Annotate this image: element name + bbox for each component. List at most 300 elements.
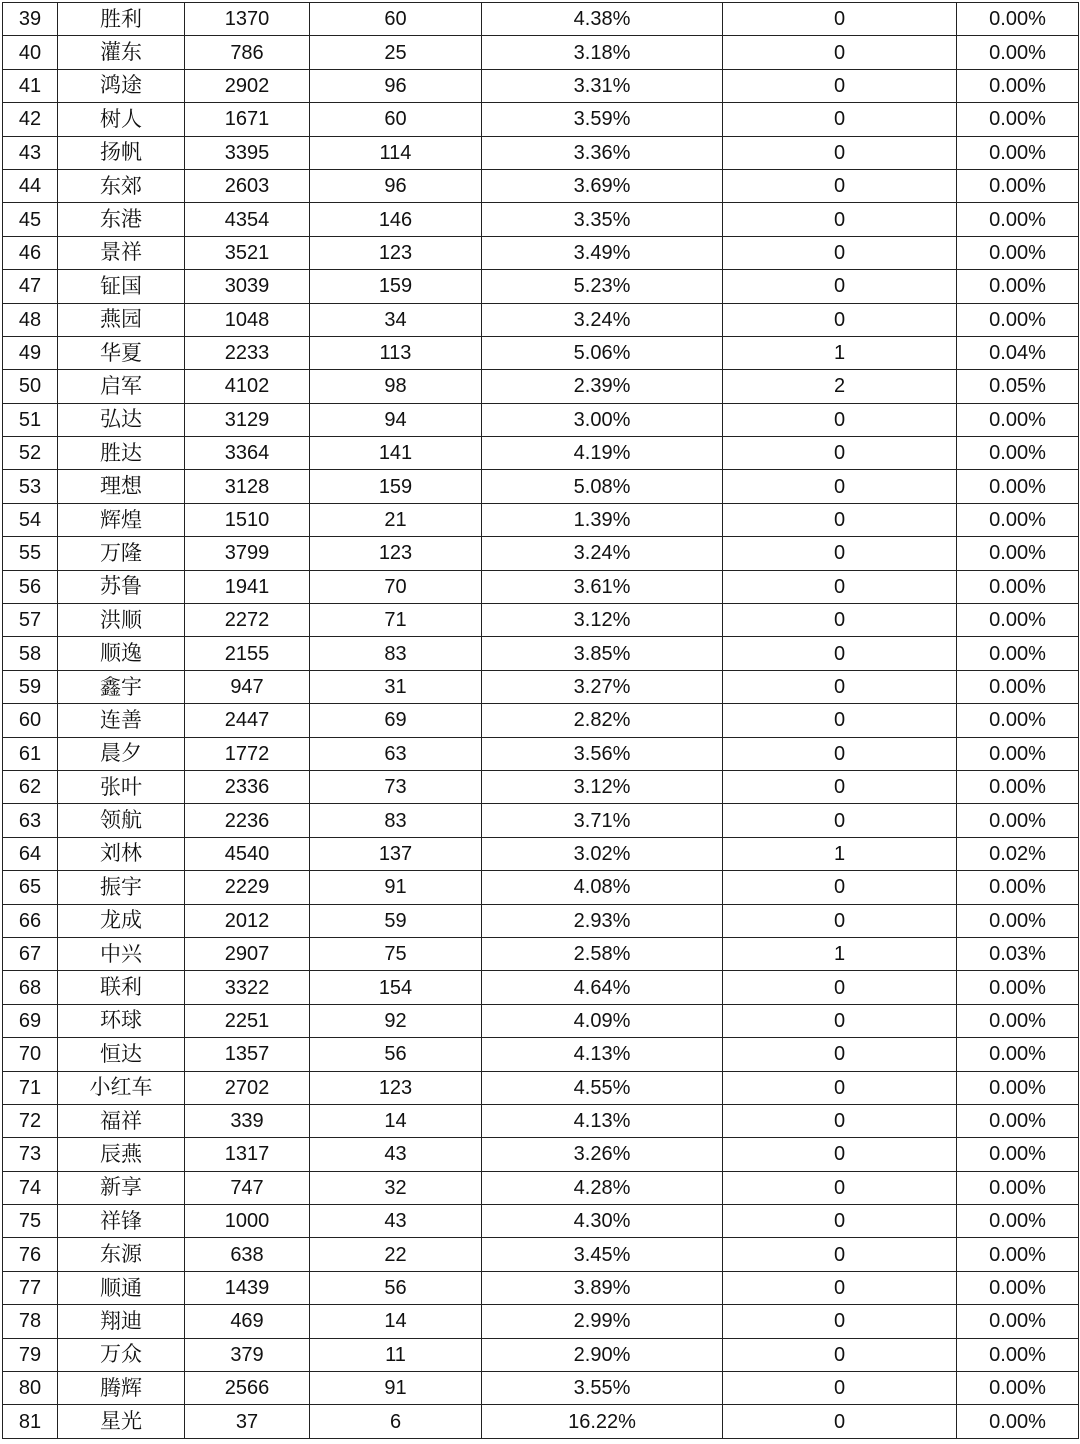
cell-count-b: 0 bbox=[723, 1405, 957, 1438]
cell-school-name: 联利 bbox=[58, 971, 185, 1004]
cell-count-b: 0 bbox=[723, 403, 957, 436]
table-row bbox=[3, 737, 1079, 770]
table-row bbox=[3, 169, 1079, 202]
table-row bbox=[3, 1104, 1079, 1137]
table-row bbox=[3, 1372, 1079, 1405]
cell-rate-b: 0.00% bbox=[957, 637, 1079, 670]
cell-rate-a: 3.26% bbox=[482, 1138, 723, 1171]
cell-rate-a: 4.30% bbox=[482, 1205, 723, 1238]
cell-count-b: 0 bbox=[723, 570, 957, 603]
cell-school-name: 东源 bbox=[58, 1238, 185, 1271]
cell-school-name: 景祥 bbox=[58, 236, 185, 269]
cell-rate-a: 4.38% bbox=[482, 3, 723, 36]
cell-school-name: 万隆 bbox=[58, 537, 185, 570]
data-table bbox=[2, 2, 1079, 1439]
cell-count-a: 114 bbox=[310, 136, 482, 169]
data-table-container bbox=[2, 2, 1078, 1439]
cell-count-a: 43 bbox=[310, 1138, 482, 1171]
cell-rate-a: 3.71% bbox=[482, 804, 723, 837]
cell-count-b: 0 bbox=[723, 537, 957, 570]
table-row bbox=[3, 1171, 1079, 1204]
cell-total-count: 638 bbox=[185, 1238, 310, 1271]
cell-count-a: 11 bbox=[310, 1338, 482, 1371]
cell-count-b: 0 bbox=[723, 103, 957, 136]
table-row bbox=[3, 69, 1079, 102]
cell-total-count: 1370 bbox=[185, 3, 310, 36]
cell-school-name: 中兴 bbox=[58, 937, 185, 970]
cell-count-a: 14 bbox=[310, 1305, 482, 1338]
cell-row-number: 72 bbox=[3, 1104, 58, 1137]
cell-school-name: 顺逸 bbox=[58, 637, 185, 670]
cell-count-a: 75 bbox=[310, 937, 482, 970]
cell-rate-a: 2.58% bbox=[482, 937, 723, 970]
cell-count-a: 60 bbox=[310, 3, 482, 36]
cell-rate-b: 0.00% bbox=[957, 169, 1079, 202]
cell-rate-b: 0.00% bbox=[957, 270, 1079, 303]
cell-rate-b: 0.00% bbox=[957, 403, 1079, 436]
cell-rate-a: 3.89% bbox=[482, 1271, 723, 1304]
cell-total-count: 469 bbox=[185, 1305, 310, 1338]
table-row bbox=[3, 1071, 1079, 1104]
cell-total-count: 2229 bbox=[185, 871, 310, 904]
cell-rate-a: 3.02% bbox=[482, 837, 723, 870]
cell-rate-b: 0.02% bbox=[957, 837, 1079, 870]
cell-row-number: 70 bbox=[3, 1038, 58, 1071]
table-row bbox=[3, 3, 1079, 36]
cell-row-number: 63 bbox=[3, 804, 58, 837]
table-row bbox=[3, 537, 1079, 570]
cell-rate-b: 0.00% bbox=[957, 36, 1079, 69]
cell-count-a: 71 bbox=[310, 604, 482, 637]
cell-count-a: 154 bbox=[310, 971, 482, 1004]
cell-rate-a: 3.24% bbox=[482, 537, 723, 570]
cell-row-number: 54 bbox=[3, 503, 58, 536]
cell-rate-b: 0.00% bbox=[957, 670, 1079, 703]
cell-school-name: 启军 bbox=[58, 370, 185, 403]
cell-rate-a: 2.82% bbox=[482, 704, 723, 737]
cell-total-count: 2907 bbox=[185, 937, 310, 970]
cell-count-a: 14 bbox=[310, 1104, 482, 1137]
cell-school-name: 连善 bbox=[58, 704, 185, 737]
cell-rate-a: 16.22% bbox=[482, 1405, 723, 1438]
cell-row-number: 69 bbox=[3, 1004, 58, 1037]
cell-rate-b: 0.00% bbox=[957, 1171, 1079, 1204]
cell-rate-a: 3.31% bbox=[482, 69, 723, 102]
cell-school-name: 小红车 bbox=[58, 1071, 185, 1104]
cell-school-name: 苏鲁 bbox=[58, 570, 185, 603]
cell-rate-a: 2.99% bbox=[482, 1305, 723, 1338]
cell-count-a: 91 bbox=[310, 871, 482, 904]
table-row bbox=[3, 837, 1079, 870]
table-row bbox=[3, 871, 1079, 904]
cell-count-a: 94 bbox=[310, 403, 482, 436]
table-row bbox=[3, 270, 1079, 303]
cell-total-count: 1000 bbox=[185, 1205, 310, 1238]
cell-count-a: 31 bbox=[310, 670, 482, 703]
cell-rate-b: 0.00% bbox=[957, 203, 1079, 236]
cell-rate-b: 0.00% bbox=[957, 1104, 1079, 1137]
cell-school-name: 胜达 bbox=[58, 437, 185, 470]
cell-row-number: 46 bbox=[3, 236, 58, 269]
cell-rate-b: 0.00% bbox=[957, 136, 1079, 169]
cell-school-name: 鑫宇 bbox=[58, 670, 185, 703]
cell-rate-b: 0.00% bbox=[957, 3, 1079, 36]
cell-rate-a: 4.28% bbox=[482, 1171, 723, 1204]
cell-school-name: 晨夕 bbox=[58, 737, 185, 770]
cell-total-count: 3364 bbox=[185, 437, 310, 470]
cell-count-b: 0 bbox=[723, 169, 957, 202]
cell-rate-a: 3.12% bbox=[482, 604, 723, 637]
cell-rate-a: 3.61% bbox=[482, 570, 723, 603]
table-row bbox=[3, 1405, 1079, 1438]
cell-count-b: 0 bbox=[723, 1071, 957, 1104]
table-row bbox=[3, 1138, 1079, 1171]
cell-count-b: 0 bbox=[723, 737, 957, 770]
cell-row-number: 39 bbox=[3, 3, 58, 36]
cell-rate-a: 4.55% bbox=[482, 1071, 723, 1104]
cell-row-number: 71 bbox=[3, 1071, 58, 1104]
cell-rate-b: 0.00% bbox=[957, 503, 1079, 536]
cell-row-number: 65 bbox=[3, 871, 58, 904]
cell-count-b: 0 bbox=[723, 437, 957, 470]
cell-count-a: 56 bbox=[310, 1271, 482, 1304]
cell-school-name: 顺通 bbox=[58, 1271, 185, 1304]
cell-school-name: 刘林 bbox=[58, 837, 185, 870]
cell-school-name: 恒达 bbox=[58, 1038, 185, 1071]
cell-total-count: 786 bbox=[185, 36, 310, 69]
cell-count-a: 43 bbox=[310, 1205, 482, 1238]
cell-count-a: 69 bbox=[310, 704, 482, 737]
cell-rate-a: 3.49% bbox=[482, 236, 723, 269]
cell-rate-a: 3.00% bbox=[482, 403, 723, 436]
cell-rate-b: 0.00% bbox=[957, 971, 1079, 1004]
cell-rate-b: 0.00% bbox=[957, 1305, 1079, 1338]
cell-school-name: 万众 bbox=[58, 1338, 185, 1371]
cell-total-count: 4540 bbox=[185, 837, 310, 870]
cell-rate-a: 3.36% bbox=[482, 136, 723, 169]
cell-count-b: 0 bbox=[723, 1271, 957, 1304]
cell-rate-b: 0.00% bbox=[957, 1405, 1079, 1438]
cell-rate-b: 0.00% bbox=[957, 1205, 1079, 1238]
cell-count-a: 123 bbox=[310, 236, 482, 269]
cell-total-count: 3395 bbox=[185, 136, 310, 169]
cell-rate-b: 0.00% bbox=[957, 704, 1079, 737]
cell-school-name: 东港 bbox=[58, 203, 185, 236]
cell-school-name: 新享 bbox=[58, 1171, 185, 1204]
cell-school-name: 弘达 bbox=[58, 403, 185, 436]
cell-school-name: 张叶 bbox=[58, 770, 185, 803]
cell-count-a: 123 bbox=[310, 537, 482, 570]
cell-count-b: 1 bbox=[723, 336, 957, 369]
cell-school-name: 辉煌 bbox=[58, 503, 185, 536]
cell-row-number: 74 bbox=[3, 1171, 58, 1204]
cell-count-a: 59 bbox=[310, 904, 482, 937]
cell-count-b: 0 bbox=[723, 1138, 957, 1171]
cell-rate-a: 3.24% bbox=[482, 303, 723, 336]
cell-row-number: 57 bbox=[3, 604, 58, 637]
table-row bbox=[3, 503, 1079, 536]
cell-rate-b: 0.00% bbox=[957, 570, 1079, 603]
cell-rate-b: 0.00% bbox=[957, 1004, 1079, 1037]
cell-row-number: 73 bbox=[3, 1138, 58, 1171]
cell-total-count: 2603 bbox=[185, 169, 310, 202]
cell-count-a: 123 bbox=[310, 1071, 482, 1104]
cell-rate-a: 4.64% bbox=[482, 971, 723, 1004]
cell-school-name: 理想 bbox=[58, 470, 185, 503]
cell-count-a: 96 bbox=[310, 169, 482, 202]
cell-row-number: 68 bbox=[3, 971, 58, 1004]
cell-count-b: 0 bbox=[723, 1171, 957, 1204]
cell-count-b: 0 bbox=[723, 470, 957, 503]
cell-total-count: 1510 bbox=[185, 503, 310, 536]
cell-total-count: 2336 bbox=[185, 770, 310, 803]
cell-row-number: 47 bbox=[3, 270, 58, 303]
cell-total-count: 1317 bbox=[185, 1138, 310, 1171]
cell-count-a: 83 bbox=[310, 637, 482, 670]
table-row bbox=[3, 704, 1079, 737]
cell-count-b: 0 bbox=[723, 1104, 957, 1137]
cell-total-count: 2251 bbox=[185, 1004, 310, 1037]
cell-school-name: 振宇 bbox=[58, 871, 185, 904]
cell-rate-b: 0.00% bbox=[957, 1038, 1079, 1071]
cell-count-b: 0 bbox=[723, 704, 957, 737]
cell-total-count: 3799 bbox=[185, 537, 310, 570]
cell-school-name: 燕园 bbox=[58, 303, 185, 336]
cell-total-count: 3129 bbox=[185, 403, 310, 436]
table-row bbox=[3, 770, 1079, 803]
cell-row-number: 76 bbox=[3, 1238, 58, 1271]
cell-rate-b: 0.00% bbox=[957, 303, 1079, 336]
cell-total-count: 2566 bbox=[185, 1372, 310, 1405]
cell-row-number: 55 bbox=[3, 537, 58, 570]
cell-total-count: 37 bbox=[185, 1405, 310, 1438]
cell-count-b: 0 bbox=[723, 303, 957, 336]
cell-rate-a: 3.35% bbox=[482, 203, 723, 236]
cell-count-b: 0 bbox=[723, 69, 957, 102]
cell-count-b: 0 bbox=[723, 1372, 957, 1405]
cell-rate-a: 3.69% bbox=[482, 169, 723, 202]
cell-rate-b: 0.00% bbox=[957, 437, 1079, 470]
cell-rate-b: 0.00% bbox=[957, 871, 1079, 904]
cell-count-b: 0 bbox=[723, 203, 957, 236]
cell-school-name: 灌东 bbox=[58, 36, 185, 69]
cell-rate-b: 0.00% bbox=[957, 1271, 1079, 1304]
cell-rate-b: 0.00% bbox=[957, 1071, 1079, 1104]
cell-total-count: 3521 bbox=[185, 236, 310, 269]
cell-count-b: 0 bbox=[723, 1004, 957, 1037]
cell-row-number: 59 bbox=[3, 670, 58, 703]
cell-total-count: 747 bbox=[185, 1171, 310, 1204]
cell-total-count: 1941 bbox=[185, 570, 310, 603]
cell-rate-b: 0.00% bbox=[957, 1338, 1079, 1371]
cell-row-number: 77 bbox=[3, 1271, 58, 1304]
cell-row-number: 61 bbox=[3, 737, 58, 770]
cell-school-name: 领航 bbox=[58, 804, 185, 837]
table-row bbox=[3, 36, 1079, 69]
cell-row-number: 53 bbox=[3, 470, 58, 503]
cell-rate-a: 5.08% bbox=[482, 470, 723, 503]
cell-row-number: 52 bbox=[3, 437, 58, 470]
table-row bbox=[3, 437, 1079, 470]
cell-count-b: 0 bbox=[723, 871, 957, 904]
table-row bbox=[3, 303, 1079, 336]
cell-count-b: 0 bbox=[723, 3, 957, 36]
cell-rate-a: 5.06% bbox=[482, 336, 723, 369]
cell-school-name: 龙成 bbox=[58, 904, 185, 937]
cell-row-number: 78 bbox=[3, 1305, 58, 1338]
cell-count-a: 25 bbox=[310, 36, 482, 69]
cell-total-count: 379 bbox=[185, 1338, 310, 1371]
cell-total-count: 2236 bbox=[185, 804, 310, 837]
cell-total-count: 4354 bbox=[185, 203, 310, 236]
cell-row-number: 44 bbox=[3, 169, 58, 202]
cell-school-name: 洪顺 bbox=[58, 604, 185, 637]
cell-total-count: 1357 bbox=[185, 1038, 310, 1071]
cell-row-number: 66 bbox=[3, 904, 58, 937]
cell-count-b: 0 bbox=[723, 236, 957, 269]
cell-count-a: 73 bbox=[310, 770, 482, 803]
cell-rate-a: 3.56% bbox=[482, 737, 723, 770]
cell-row-number: 81 bbox=[3, 1405, 58, 1438]
cell-rate-a: 4.13% bbox=[482, 1104, 723, 1137]
cell-rate-b: 0.00% bbox=[957, 537, 1079, 570]
cell-total-count: 2702 bbox=[185, 1071, 310, 1104]
cell-count-a: 96 bbox=[310, 69, 482, 102]
cell-rate-b: 0.00% bbox=[957, 804, 1079, 837]
table-row bbox=[3, 637, 1079, 670]
cell-rate-a: 3.12% bbox=[482, 770, 723, 803]
table-row bbox=[3, 370, 1079, 403]
cell-count-b: 1 bbox=[723, 837, 957, 870]
cell-row-number: 45 bbox=[3, 203, 58, 236]
cell-count-b: 0 bbox=[723, 1305, 957, 1338]
cell-count-a: 83 bbox=[310, 804, 482, 837]
cell-school-name: 华夏 bbox=[58, 336, 185, 369]
cell-count-b: 0 bbox=[723, 36, 957, 69]
cell-rate-b: 0.00% bbox=[957, 904, 1079, 937]
table-row bbox=[3, 1305, 1079, 1338]
cell-total-count: 1439 bbox=[185, 1271, 310, 1304]
cell-rate-a: 4.09% bbox=[482, 1004, 723, 1037]
cell-count-a: 146 bbox=[310, 203, 482, 236]
cell-count-a: 113 bbox=[310, 336, 482, 369]
cell-total-count: 2447 bbox=[185, 704, 310, 737]
cell-rate-a: 2.93% bbox=[482, 904, 723, 937]
cell-row-number: 62 bbox=[3, 770, 58, 803]
cell-school-name: 鸿途 bbox=[58, 69, 185, 102]
cell-total-count: 4102 bbox=[185, 370, 310, 403]
cell-rate-b: 0.00% bbox=[957, 236, 1079, 269]
cell-total-count: 1671 bbox=[185, 103, 310, 136]
table-row bbox=[3, 904, 1079, 937]
cell-rate-b: 0.00% bbox=[957, 1238, 1079, 1271]
cell-rate-b: 0.04% bbox=[957, 336, 1079, 369]
cell-rate-b: 0.00% bbox=[957, 737, 1079, 770]
table-row bbox=[3, 670, 1079, 703]
cell-row-number: 50 bbox=[3, 370, 58, 403]
cell-rate-b: 0.00% bbox=[957, 604, 1079, 637]
cell-count-a: 92 bbox=[310, 1004, 482, 1037]
cell-rate-a: 1.39% bbox=[482, 503, 723, 536]
cell-count-a: 63 bbox=[310, 737, 482, 770]
cell-count-a: 91 bbox=[310, 1372, 482, 1405]
cell-school-name: 翔迪 bbox=[58, 1305, 185, 1338]
cell-row-number: 64 bbox=[3, 837, 58, 870]
cell-row-number: 49 bbox=[3, 336, 58, 369]
cell-count-b: 0 bbox=[723, 136, 957, 169]
cell-school-name: 环球 bbox=[58, 1004, 185, 1037]
cell-rate-b: 0.00% bbox=[957, 470, 1079, 503]
cell-rate-a: 4.08% bbox=[482, 871, 723, 904]
cell-rate-b: 0.05% bbox=[957, 370, 1079, 403]
cell-total-count: 3128 bbox=[185, 470, 310, 503]
cell-row-number: 48 bbox=[3, 303, 58, 336]
cell-school-name: 树人 bbox=[58, 103, 185, 136]
cell-rate-a: 3.45% bbox=[482, 1238, 723, 1271]
cell-count-b: 1 bbox=[723, 937, 957, 970]
cell-row-number: 60 bbox=[3, 704, 58, 737]
cell-rate-a: 2.39% bbox=[482, 370, 723, 403]
cell-total-count: 3039 bbox=[185, 270, 310, 303]
cell-school-name: 胜利 bbox=[58, 3, 185, 36]
table-row bbox=[3, 403, 1079, 436]
cell-count-a: 32 bbox=[310, 1171, 482, 1204]
table-body bbox=[3, 3, 1079, 1439]
cell-rate-a: 3.18% bbox=[482, 36, 723, 69]
cell-total-count: 947 bbox=[185, 670, 310, 703]
table-row bbox=[3, 1205, 1079, 1238]
cell-count-b: 0 bbox=[723, 604, 957, 637]
cell-row-number: 58 bbox=[3, 637, 58, 670]
cell-total-count: 1772 bbox=[185, 737, 310, 770]
cell-count-b: 0 bbox=[723, 1338, 957, 1371]
cell-row-number: 40 bbox=[3, 36, 58, 69]
cell-school-name: 腾辉 bbox=[58, 1372, 185, 1405]
cell-total-count: 2012 bbox=[185, 904, 310, 937]
cell-count-b: 0 bbox=[723, 1238, 957, 1271]
cell-rate-b: 0.00% bbox=[957, 1372, 1079, 1405]
cell-count-b: 0 bbox=[723, 770, 957, 803]
cell-rate-a: 4.19% bbox=[482, 437, 723, 470]
table-row bbox=[3, 336, 1079, 369]
cell-count-a: 21 bbox=[310, 503, 482, 536]
cell-rate-a: 4.13% bbox=[482, 1038, 723, 1071]
cell-row-number: 75 bbox=[3, 1205, 58, 1238]
cell-school-name: 扬帆 bbox=[58, 136, 185, 169]
cell-count-b: 0 bbox=[723, 1205, 957, 1238]
table-row bbox=[3, 1004, 1079, 1037]
cell-rate-b: 0.00% bbox=[957, 770, 1079, 803]
cell-rate-a: 3.55% bbox=[482, 1372, 723, 1405]
cell-count-a: 159 bbox=[310, 270, 482, 303]
cell-total-count: 1048 bbox=[185, 303, 310, 336]
cell-rate-a: 2.90% bbox=[482, 1338, 723, 1371]
table-row bbox=[3, 136, 1079, 169]
cell-school-name: 福祥 bbox=[58, 1104, 185, 1137]
cell-rate-a: 3.59% bbox=[482, 103, 723, 136]
cell-total-count: 2902 bbox=[185, 69, 310, 102]
cell-row-number: 51 bbox=[3, 403, 58, 436]
table-row bbox=[3, 1038, 1079, 1071]
cell-row-number: 80 bbox=[3, 1372, 58, 1405]
cell-count-a: 98 bbox=[310, 370, 482, 403]
cell-school-name: 辰燕 bbox=[58, 1138, 185, 1171]
table-row bbox=[3, 1271, 1079, 1304]
table-row bbox=[3, 570, 1079, 603]
cell-count-a: 70 bbox=[310, 570, 482, 603]
cell-total-count: 3322 bbox=[185, 971, 310, 1004]
cell-rate-a: 3.85% bbox=[482, 637, 723, 670]
